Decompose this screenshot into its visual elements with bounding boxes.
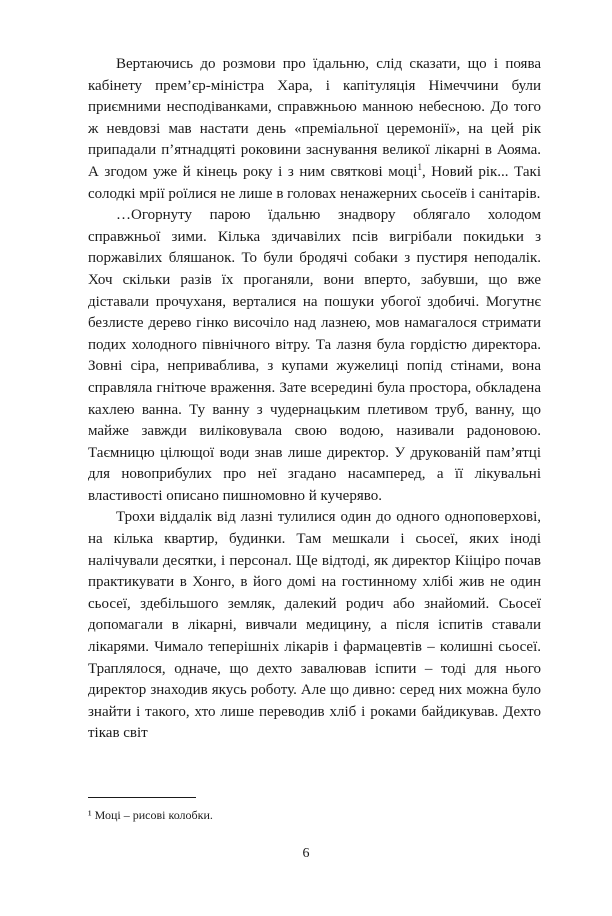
footnote: ¹ Моці – рисові колобки. bbox=[88, 808, 213, 822]
paragraph-3: Трохи віддалік від лазні тулилися один до одного одноповерхові, на кілька квартир, будинки. Там мешкали і сьосеї, яких іноді налічували десятки, і персонал. Ще відтоді, як директор Кііціро почав практикувати в Хонго, в його домі на гостинному хлібі жив не один сьосеї, здебільшого земляк, далекий родич або знайомий. Сьосеї допомагали в лікарні, вивчали медицину, а після іспитів ставали лікарями. Чимало теперішніх лікарів і фармацевтів – колишні сьосеї. Траплялося, одначе, що дехто завалював іспити – тоді для нього директор знаходив якусь роботу. Але що дивно: серед них можна було знайти і такого, хто лише переводив хліб і роками байдикував. Дехто тікав світ bbox=[88, 509, 541, 742]
paragraph-1 bbox=[88, 54, 541, 205]
paragraph-1-tail: , Новий рік... Такі солодкі мрії роїлися не лише в головах ненажерних сьосеїв і санітарів. bbox=[88, 163, 542, 202]
footnote-divider bbox=[88, 797, 196, 798]
body-text bbox=[88, 54, 541, 745]
paragraph-2: …Огорнуту парою їдальню знадвору облягало холодом справжньої зими. Кілька здичавілих псів вигрібали покидьки з поржавілих бляшанок. То були бродячі собаки з пустиря неподалік. Хоч скільки разів їх проганяли, вони вперто, забувши, що вже діставали прочуханя, верталися на пошуки убогої здобичі. Могутнє безлисте дерево гінко височіло над лазнею, мов намагалося стримати подих холодного північного вітру. Та лазня була гордістю директора. Зовні сіра, неприваблива, з купами жужелиці попід стінами, вона справляла гнітюче враження. Зате всередині була простора, обкладена кахлею ванна. Ту ванну з чудернацьким плетивом труб, ванну, що майже завжди виліковувала свою водою, називали радоновою. Таємницю цілющої води знав лише директор. У друкованій пам’ятці для новоприбулих про неї згадано насамперед, а її лікувальні властивості описано пишномовно й кучеряво. bbox=[88, 207, 541, 504]
footnote-marker: 1 bbox=[417, 161, 422, 172]
paragraph-1-text: Вертаючись до розмови про їдальню, слід сказати, що і поява кабінету прем’єр-міністра Хара, і капітуляція Німеччини були приємними несподіванками, справжньою манною небесною. До того ж невдовзі мав настати день «преміальної церемонії», на цей рік припадали п’ятнадцяті роковини заснування великої лікарні в Аояма. А згодом уже й кінець року і з ним святкові моці bbox=[88, 56, 541, 180]
page-number: 6 bbox=[302, 846, 310, 861]
